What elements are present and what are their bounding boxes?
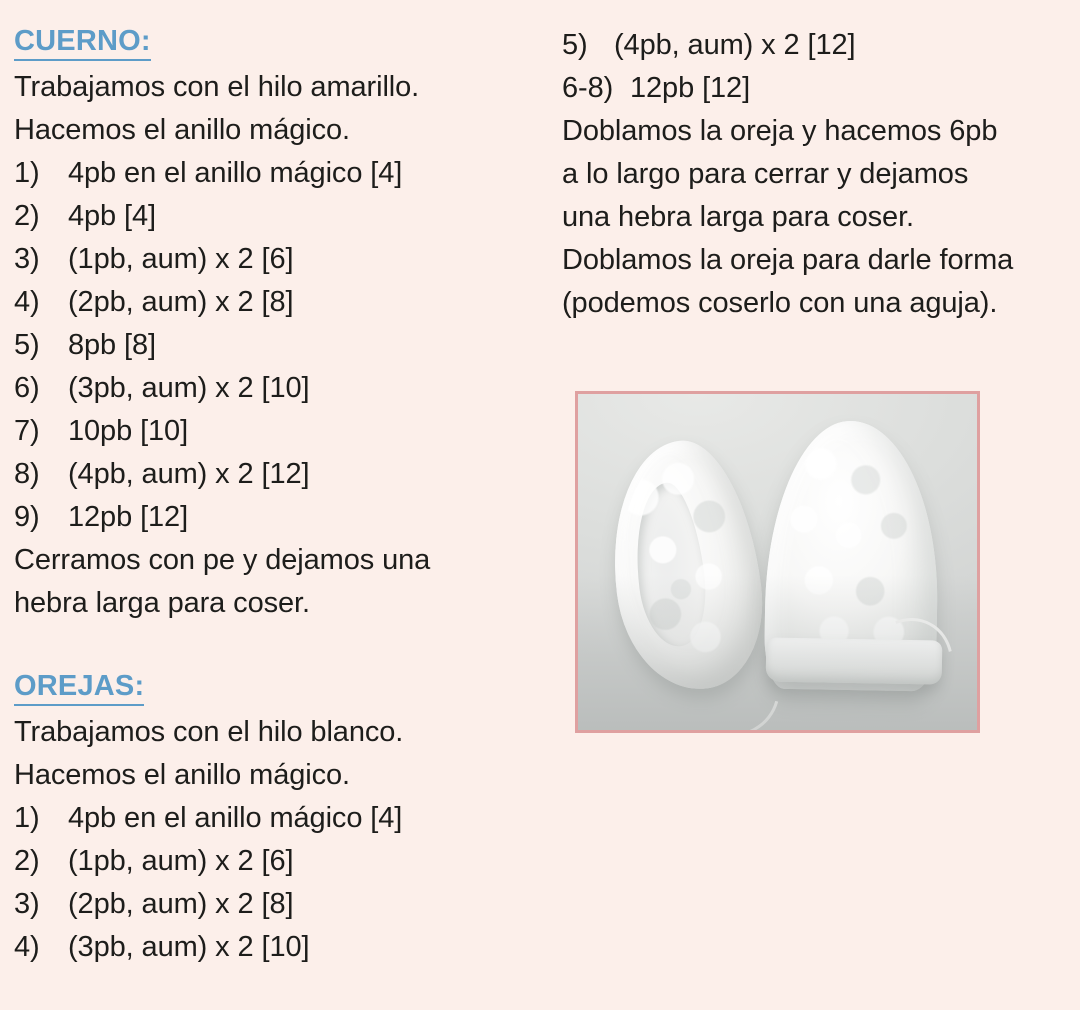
instruction-line: Doblamos la oreja para darle forma xyxy=(562,244,1014,276)
row-text: (1pb, aum) x 2 [6] xyxy=(68,845,294,877)
intro-line: Hacemos el anillo mágico. xyxy=(14,759,350,791)
pattern-row xyxy=(562,67,1072,110)
row-text: 8pb [8] xyxy=(68,329,156,361)
pattern-row xyxy=(14,324,544,367)
pattern-row xyxy=(14,840,544,883)
row-text: 10pb [10] xyxy=(68,415,189,447)
row-number: 7) xyxy=(14,415,40,447)
pattern-row xyxy=(14,152,544,195)
pattern-row xyxy=(14,496,544,539)
pattern-row xyxy=(14,238,544,281)
pattern-row xyxy=(14,453,544,496)
row-number: 2) xyxy=(14,200,40,232)
row-text: (3pb, aum) x 2 [10] xyxy=(68,931,310,963)
section-title-cuerno: CUERNO: xyxy=(14,24,151,61)
instruction-line: (podemos coserlo con una aguja). xyxy=(562,287,998,319)
intro-line: Trabajamos con el hilo amarillo. xyxy=(14,71,420,103)
row-text: 4pb en el anillo mágico [4] xyxy=(68,802,403,834)
instruction-line: a lo largo para cerrar y dejamos xyxy=(562,158,969,190)
row-text: (2pb, aum) x 2 [8] xyxy=(68,888,294,920)
pattern-row xyxy=(14,195,544,238)
crochet-ear-left xyxy=(599,433,772,697)
pattern-row xyxy=(14,883,544,926)
row-number: 6-8) xyxy=(562,72,614,104)
row-number: 9) xyxy=(14,501,40,533)
intro-line: Hacemos el anillo mágico. xyxy=(14,114,350,146)
section-cuerno xyxy=(14,24,544,625)
section-orejas xyxy=(14,669,544,969)
row-number: 3) xyxy=(14,243,40,275)
row-number: 1) xyxy=(14,802,40,834)
row-text: (4pb, aum) x 2 [12] xyxy=(68,458,310,490)
row-text: 12pb [12] xyxy=(630,72,751,104)
row-number: 6) xyxy=(14,372,40,404)
crochet-ear-right xyxy=(763,419,939,691)
row-text: (2pb, aum) x 2 [8] xyxy=(68,286,294,318)
row-number: 5) xyxy=(562,29,588,61)
row-number: 2) xyxy=(14,845,40,877)
row-text: (4pb, aum) x 2 [12] xyxy=(614,29,856,61)
row-number: 5) xyxy=(14,329,40,361)
pattern-row xyxy=(14,281,544,324)
yarn-tail-right xyxy=(836,600,972,733)
row-text: 4pb [4] xyxy=(68,200,156,232)
intro-line: Trabajamos con el hilo blanco. xyxy=(14,716,404,748)
outro-line: Cerramos con pe y dejamos una xyxy=(14,544,431,576)
reference-photo xyxy=(575,391,980,733)
right-column xyxy=(562,24,1072,325)
outro-line: hebra larga para coser. xyxy=(14,587,310,619)
instruction-line: una hebra larga para coser. xyxy=(562,201,914,233)
instruction-line: Doblamos la oreja y hacemos 6pb xyxy=(562,115,998,147)
crochet-ear-right-brim xyxy=(765,638,941,685)
section-title-orejas: OREJAS: xyxy=(14,669,144,706)
pattern-row xyxy=(14,797,544,840)
pattern-row xyxy=(14,926,544,969)
row-number: 8) xyxy=(14,458,40,490)
row-number: 3) xyxy=(14,888,40,920)
pattern-row xyxy=(14,410,544,453)
row-text: (1pb, aum) x 2 [6] xyxy=(68,243,294,275)
pattern-row xyxy=(14,367,544,410)
row-number: 1) xyxy=(14,157,40,189)
row-number: 4) xyxy=(14,931,40,963)
pattern-row xyxy=(562,24,1072,67)
yarn-tail-left xyxy=(669,625,797,733)
row-text: 12pb [12] xyxy=(68,501,189,533)
section-gap xyxy=(14,625,544,669)
row-text: 4pb en el anillo mágico [4] xyxy=(68,157,403,189)
photo-background xyxy=(578,394,977,730)
left-column xyxy=(14,24,544,969)
row-text: (3pb, aum) x 2 [10] xyxy=(68,372,310,404)
row-number: 4) xyxy=(14,286,40,318)
